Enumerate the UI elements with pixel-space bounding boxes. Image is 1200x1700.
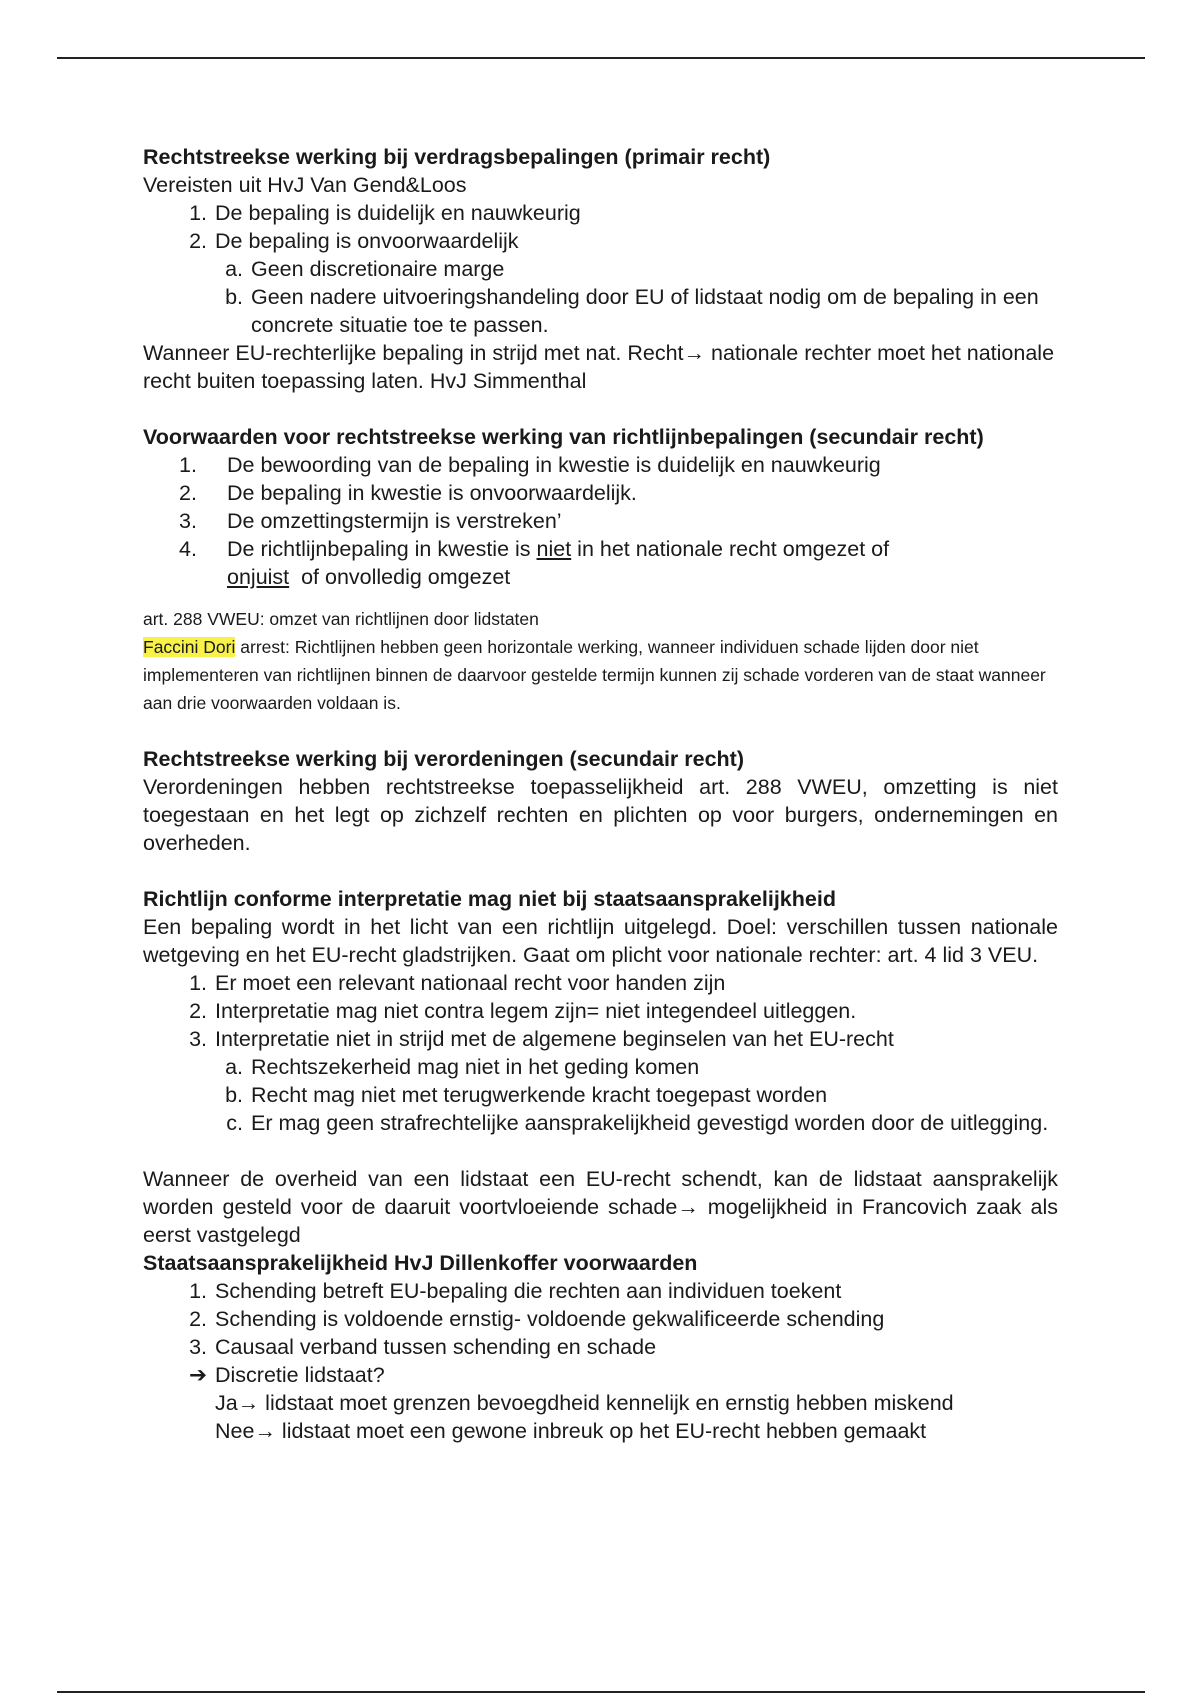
list-text: De richtlijnbepaling in kwestie is niet in het nationale recht omgezet of onjuist of onvolledig omgezet — [227, 537, 890, 589]
section-title: Rechtstreekse werking bij verordeningen (secundair recht) — [143, 747, 744, 771]
list-text: Schending is voldoende ernstig- voldoende gekwalificeerde schending — [215, 1307, 885, 1331]
list-item — [143, 969, 1058, 997]
list-item — [143, 1025, 1058, 1053]
list-number: 1. — [189, 971, 207, 995]
answer-yes: Ja→ lidstaat moet grenzen bevoegdheid kennelijk en ernstig hebben miskend — [215, 1391, 954, 1415]
list-number: 2. — [179, 481, 197, 505]
list-text: Interpretatie niet in strijd met de algemene beginselen van het EU-recht — [215, 1027, 894, 1051]
list-subitem — [143, 1081, 1058, 1109]
list-item — [143, 479, 1058, 507]
list-item — [143, 199, 1058, 227]
underlined-word: niet — [536, 537, 572, 561]
list-number: 3. — [189, 1335, 207, 1359]
list-text: Geen nadere uitvoeringshandeling door EU of lidstaat nodig om de bepaling in een concrete situatie toe te passen. — [251, 285, 1039, 337]
list-item — [143, 997, 1058, 1025]
list-text: De bewoording van de bepaling in kwestie is duidelijk en nauwkeurig — [227, 453, 881, 477]
list-text: Er mag geen strafrechtelijke aansprakelijkheid gevestigd worden door de uitlegging. — [251, 1111, 1049, 1135]
list-number: 3. — [179, 509, 197, 533]
highlighted-text: Faccini Dori — [143, 637, 236, 657]
list-item — [143, 1277, 1058, 1305]
liability-conditions-list — [143, 1277, 1058, 1389]
list-subitem — [143, 255, 1058, 283]
list-text: Interpretatie mag niet contra legem zijn= niet integendeel uitleggen. — [215, 999, 857, 1023]
note-line: art. 288 VWEU: omzet van richtlijnen door lidstaten — [143, 609, 539, 629]
list-letter: c. — [226, 1111, 243, 1135]
document-page — [143, 143, 1058, 1445]
note-paragraph: Faccini Dori arrest: Richtlijnen hebben geen horizontale werking, wanneer individuen schade lijden door niet implementeren van richtlijnen binnen de daarvoor gestelde termijn kunnen zij schade vorderen van de staat wanneer aan drie voorwaarden voldaan is. — [143, 637, 1046, 713]
list-letter: b. — [225, 1083, 243, 1107]
answer-no: Nee→ lidstaat moet een gewone inbreuk op het EU-recht hebben gemaakt — [215, 1419, 927, 1443]
list-letter: b. — [225, 285, 243, 309]
list-item — [143, 227, 1058, 255]
list-number: 1. — [189, 201, 207, 225]
section-closing: Wanneer EU-rechterlijke bepaling in strijd met nat. Recht→ nationale rechter moet het nationale recht buiten toepassing laten. HvJ Simmenthal — [143, 341, 1055, 393]
section-title: Staatsaansprakelijkheid HvJ Dillenkoffer voorwaarden — [143, 1251, 698, 1275]
list-text: De omzettingstermijn is verstreken’ — [227, 509, 562, 533]
list-number: 1. — [189, 1279, 207, 1303]
list-subitem — [143, 1053, 1058, 1081]
section-title: Voorwaarden voor rechtstreekse werking van richtlijnbepalingen (secundair recht) — [143, 425, 984, 449]
section-intro: Vereisten uit HvJ Van Gend&Loos — [143, 173, 467, 197]
list-item — [143, 451, 1058, 479]
requirements-list — [143, 199, 1058, 339]
bottom-rule — [57, 1691, 1145, 1693]
list-number: 2. — [189, 229, 207, 253]
list-text: Discretie lidstaat? — [215, 1363, 385, 1387]
list-item — [143, 507, 1058, 535]
section-body: Wanneer de overheid van een lidstaat een EU-recht schendt, kan de lidstaat aansprakelijk worden gesteld voor de daaruit voortvloeiende schade→ mogelijkheid in Francovich zaak als eerst vastgelegd — [143, 1167, 1058, 1247]
list-text: Geen discretionaire marge — [251, 257, 505, 281]
list-subitem — [143, 283, 1058, 339]
section-title: Rechtstreekse werking bij verdragsbepalingen (primair recht) — [143, 145, 771, 169]
list-text: De bepaling is duidelijk en nauwkeurig — [215, 201, 581, 225]
conditions-list — [143, 451, 1058, 591]
list-text: Schending betreft EU-bepaling die rechten aan individuen toekent — [215, 1279, 842, 1303]
section-body: Een bepaling wordt in het licht van een richtlijn uitgelegd. Doel: verschillen tussen nationale wetgeving en het EU-recht gladstrijken. Gaat om plicht voor nationale rechter: art. 4 lid 3 VEU. — [143, 915, 1058, 967]
list-number: 1. — [179, 453, 197, 477]
section-body: Verordeningen hebben rechtstreekse toepasselijkheid art. 288 VWEU, omzetting is niet toegestaan en het legt op zichzelf rechten en plichten op voor burgers, ondernemingen en overheden. — [143, 775, 1058, 855]
list-subitem — [143, 1109, 1058, 1137]
arrow-bullet-icon: ➔ — [188, 1363, 207, 1387]
list-text: Recht mag niet met terugwerkende kracht toegepast worden — [251, 1083, 828, 1107]
list-text: De bepaling in kwestie is onvoorwaardelijk. — [227, 481, 637, 505]
section-title: Richtlijn conforme interpretatie mag niet bij staatsaansprakelijkheid — [143, 887, 836, 911]
list-text: Causaal verband tussen schending en schade — [215, 1335, 657, 1359]
list-number: 3. — [189, 1027, 207, 1051]
list-number: 2. — [189, 999, 207, 1023]
list-letter: a. — [225, 1055, 243, 1079]
list-text: Er moet een relevant nationaal recht voor handen zijn — [215, 971, 726, 995]
underlined-word: onjuist — [227, 565, 290, 589]
list-number: 4. — [179, 537, 197, 561]
interpretation-list — [143, 969, 1058, 1137]
list-text: Rechtszekerheid mag niet in het geding komen — [251, 1055, 700, 1079]
list-letter: a. — [225, 257, 243, 281]
list-item — [143, 1305, 1058, 1333]
list-item — [143, 1361, 1058, 1389]
list-text: De bepaling is onvoorwaardelijk — [215, 229, 519, 253]
list-item — [143, 1333, 1058, 1361]
list-number: 2. — [189, 1307, 207, 1331]
list-item — [143, 535, 1058, 591]
top-rule — [57, 57, 1145, 59]
